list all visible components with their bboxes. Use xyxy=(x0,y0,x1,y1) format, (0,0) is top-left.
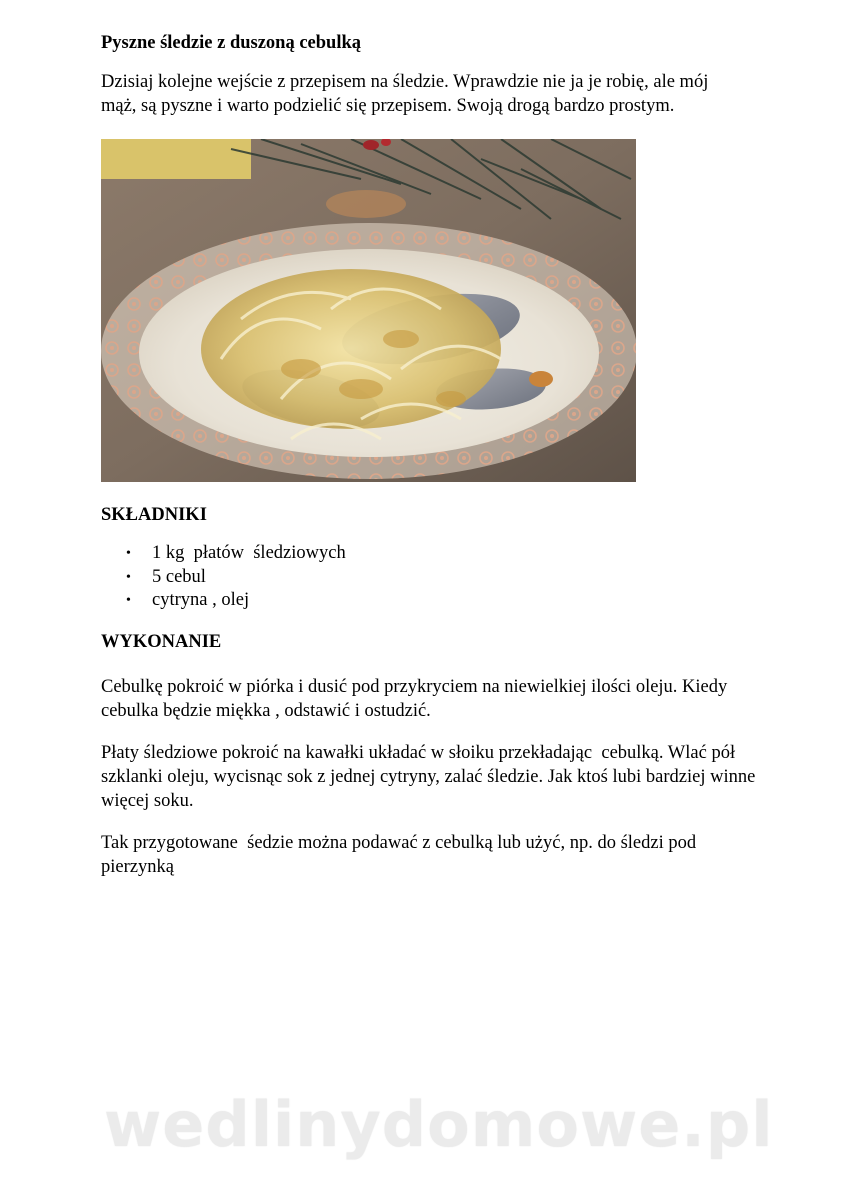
watermark: wedlinydomowe.pl xyxy=(104,1088,774,1161)
page-title: Pyszne śledzie z duszoną cebulką xyxy=(101,33,362,53)
ingredient-text: cytryna , olej xyxy=(152,590,250,610)
recipe-document xyxy=(101,30,761,879)
preparation-step: Cebulkę pokroić w piórka i dusić pod przykryciem na niewielkiej ilości oleju. Kiedy cebulka będzie miękka , odstawić i ostudzić. xyxy=(101,676,732,721)
herring-onion-plate-photo xyxy=(101,139,636,482)
preparation-heading: WYKONANIE xyxy=(101,631,222,652)
preparation-step: Tak przygotowane śedzie można podawać z cebulką lub użyć, np. do śledzi pod pierzynką xyxy=(101,832,701,877)
ingredient-text: 1 kg płatów śledziowych xyxy=(152,543,346,563)
bullet-icon: • xyxy=(126,593,131,608)
list-item xyxy=(101,542,761,566)
intro-paragraph: Dzisiaj kolejne wejście z przepisem na śledzie. Wprawdzie nie ja je robię, ale mój mąż, są pyszne i warto podzielić się przepisem. Swoją drogą bardzo prostym. xyxy=(101,72,709,116)
preparation-step: Płaty śledziowe pokroić na kawałki układać w słoiku przekładając cebulką. Wlać pół szklanki oleju, wycisnąc sok z jednej cytryny, zalać śledzie. Jak ktoś lubi bardziej winne więcej soku. xyxy=(101,742,760,811)
ingredient-text: 5 cebul xyxy=(152,566,206,587)
list-item xyxy=(101,566,761,590)
bullet-icon: • xyxy=(126,569,131,585)
ingredients-list xyxy=(101,542,761,613)
ingredients-heading: SKŁADNIKI xyxy=(101,505,207,525)
list-item xyxy=(101,589,761,613)
bullet-icon: • xyxy=(126,546,131,561)
